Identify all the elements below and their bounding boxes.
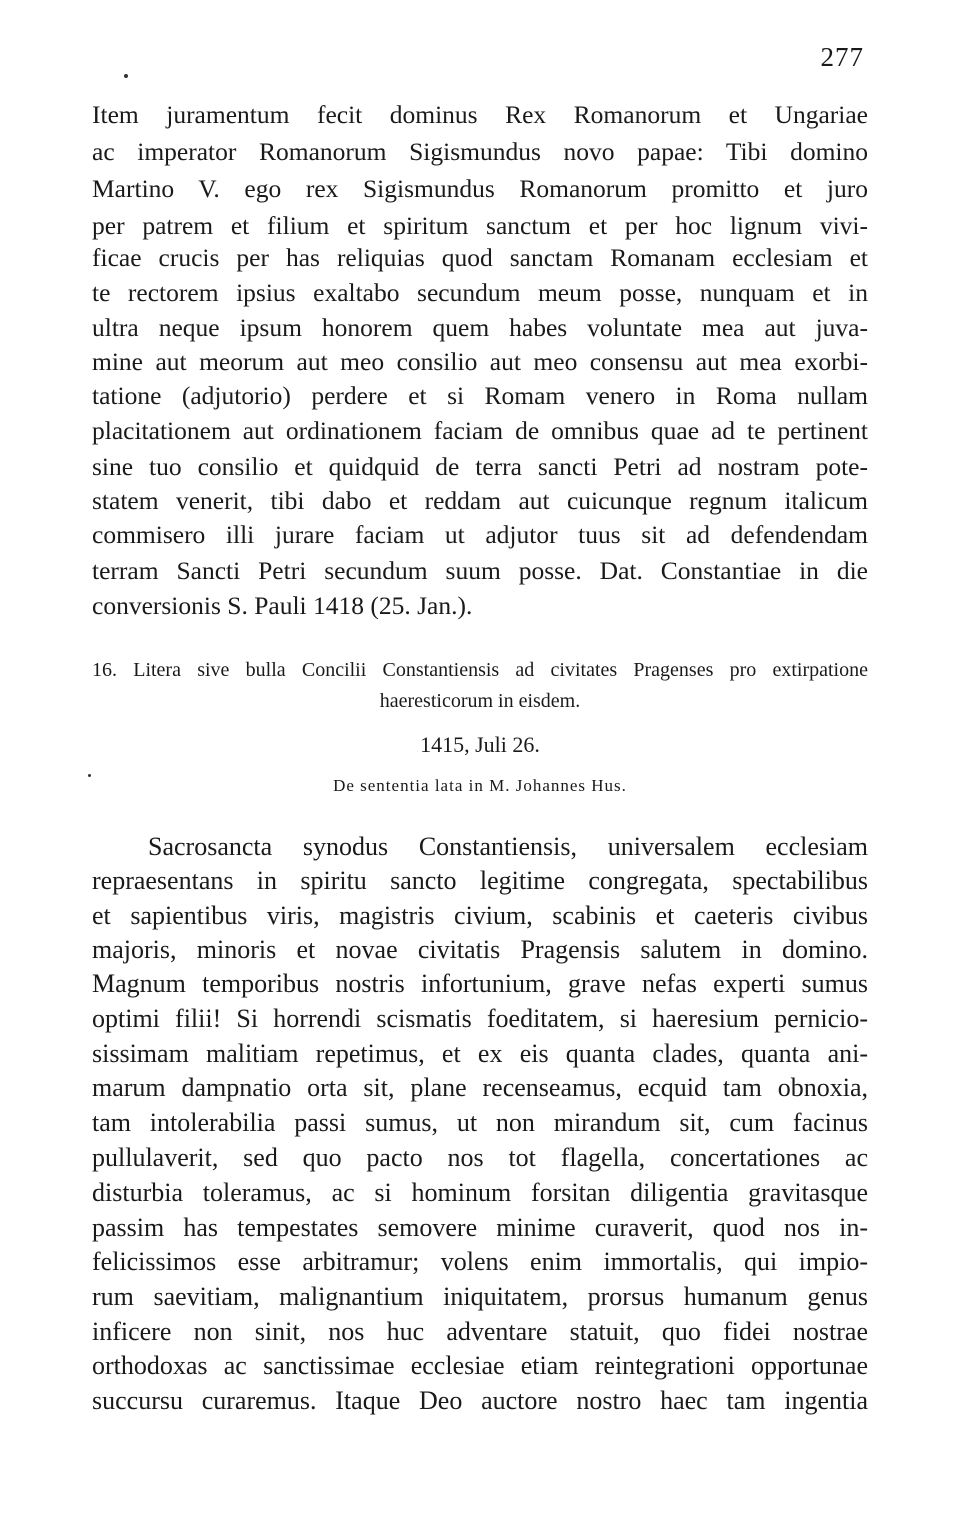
section-subtitle: De sententia lata in M. Johannes Hus.: [333, 776, 627, 795]
text-line: mine aut meorum aut meo consilio aut meo consensu aut mea exorbi-: [92, 347, 868, 376]
heading-line: 16. Litera sive bulla Concilii Constantiensis ad civitates Pragenses pro extirpatione: [92, 659, 868, 681]
text-line: passim has tempestates semovere minime curaverit, quod nos in-: [92, 1213, 868, 1242]
text-line: optimi filii! Si horrendi scismatis foeditatem, si haeresium pernicio-: [92, 1004, 868, 1033]
text-line: Sacrosancta synodus Constantiensis, universalem ecclesiam: [148, 832, 868, 861]
text-line: felicissimos esse arbitramur; volens enim immortalis, qui impio-: [92, 1247, 868, 1276]
text-line: ultra neque ipsum honorem quem habes voluntate mea aut juva-: [92, 313, 868, 342]
text-line: sissimam malitiam repetimus, et ex eis quanta clades, quanta ani-: [92, 1039, 868, 1068]
text-line: commisero illi jurare faciam ut adjutor tuus sit ad defendendam: [92, 520, 868, 549]
text-line: pullulaverit, sed quo pacto nos tot flagella, concertationes ac: [92, 1143, 868, 1172]
section-date: 1415, Juli 26.: [420, 732, 540, 757]
text-line: rum saevitiam, malignantium iniquitatem, prorsus humanum genus: [92, 1282, 868, 1311]
text-line: sine tuo consilio et quidquid de terra sancti Petri ad nostram pote-: [92, 452, 868, 481]
text-line: Martino V. ego rex Sigismundus Romanorum promitto et juro: [92, 174, 868, 203]
heading-line: haeresticorum in eisdem.: [379, 690, 581, 712]
text-line: marum dampnatio orta sit, plane recenseamus, ecquid tam obnoxia,: [92, 1073, 868, 1102]
text-line: majoris, minoris et novae civitatis Pragensis salutem in domino.: [92, 935, 868, 964]
text-line: repraesentans in spiritu sancto legitime congregata, spectabilibus: [92, 866, 868, 895]
text-line: Item juramentum fecit dominus Rex Romanorum et Ungariae: [92, 100, 868, 129]
text-line: conversionis S. Pauli 1418 (25. Jan.).: [92, 591, 473, 620]
text-line: disturbia toleramus, ac si hominum forsitan diligentia gravitasque: [92, 1178, 868, 1207]
ink-speck: [124, 74, 128, 78]
text-line: ficae crucis per has reliquias quod sanctam Romanam ecclesiam et: [92, 243, 868, 272]
text-line: terram Sancti Petri secundum suum posse. Dat. Constantiae in die: [92, 556, 868, 585]
text-line: et sapientibus viris, magistris civium, scabinis et caeteris civibus: [92, 901, 868, 930]
text-line: tam intolerabilia passi sumus, ut non mirandum sit, cum facinus: [92, 1108, 868, 1137]
text-line: statem venerit, tibi dabo et reddam aut cuicunque regnum italicum: [92, 486, 868, 515]
page-number: 277: [820, 42, 864, 72]
text-line: tatione (adjutorio) perdere et si Romam venero in Roma nullam: [92, 381, 868, 410]
text-line: te rectorem ipsius exaltabo secundum meum posse, nunquam et in: [92, 278, 868, 307]
text-line: per patrem et filium et spiritum sanctum et per hoc lignum vivi-: [92, 211, 868, 240]
text-line: succursu curaremus. Itaque Deo auctore nostro haec tam ingentia: [92, 1386, 868, 1415]
text-line: orthodoxas ac sanctissimae ecclesiae etiam reintegrationi opportunae: [92, 1351, 868, 1380]
text-line: placitationem aut ordinationem faciam de omnibus quae ad te pertinent: [92, 416, 868, 445]
text-line: Magnum temporibus nostris infortunium, grave nefas experti sumus: [92, 969, 868, 998]
text-line: inficere non sinit, nos huc adventare statuit, quo fidei nostrae: [92, 1317, 868, 1346]
text-line: ac imperator Romanorum Sigismundus novo papae: Tibi domino: [92, 137, 868, 166]
